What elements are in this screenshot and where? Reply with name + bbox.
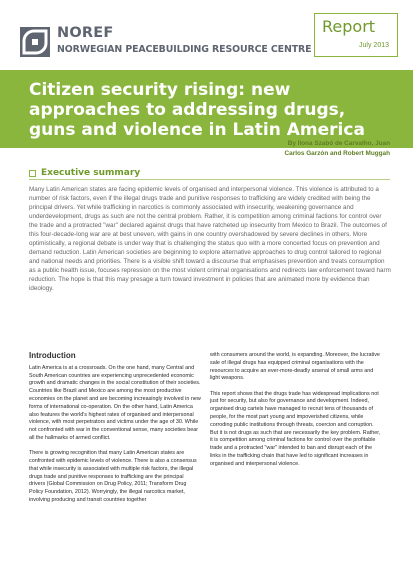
report-badge (314, 13, 398, 57)
page-title: Citizen security rising: new approaches to addressing drugs, guns and violence in Latin America (29, 80, 365, 140)
org-name: NOREF (57, 25, 114, 41)
report-date: July 2013 (359, 42, 389, 49)
report-label: Report (322, 17, 376, 36)
executive-summary-header (29, 168, 140, 178)
section-divider (29, 179, 390, 180)
intro-paragraph: This report shows that the drugs trade has widespread implications not just for security, but also for governance and development. Indeed, organised drug cartels have managed to recruit tens of thousands of people, for the most part young and impoverished citizens, while corroding public institutions through threats, coercion and corruption. But it is not drugs as such that are necessarily the key problem. Rather, it is competition among criminal factions for control over the profitable trade and a protracted "war" intended to ban and disrupt each of the links in the trafficking chain that have led to significant increases in organised and interpersonal violence. (210, 390, 381, 467)
introduction-right-column (210, 352, 382, 476)
intro-paragraph: There is growing recognition that many Latin American states are confronted with epidemic levels of violence. There is also a consensus that while insecurity is associated with multiple risk factors, the illegal drugs trade and punitive responses to trafficking are the principal drivers (Global Commission on Drug Policy, 2011; Transform Drug Policy Foundation, 2012). Worryingly, the illegal narcotics market, involving producing and transit countries together (29, 450, 197, 504)
introduction-left-column (29, 352, 201, 512)
intro-paragraph: Latin America is at a crossroads. On the one hand, many Central and South American countries are experiencing unprecedented economic growth and dramatic changes in the social constitution of their societies. Countries like Brazil and Mexico are among the most productive economies on the planet and are becoming increasingly involved in new forms of international co-operation. On the other hand, Latin America also features the world's highest rates of organised and interpersonal violence, with most perpetrators and victims under the age of 30. While not confronted with war in the conventional sense, many societies bear all the hallmarks of armed conflict. (29, 364, 201, 441)
executive-summary-text: Many Latin American states are facing epidemic levels of organised and interpersonal violence. This violence is attributed to a number of risk factors, even if the illegal drugs trade and punitive responses to trafficking are widely credited with being the principal drivers. Yet while trafficking in narcotics is commonly associated with insecurity, weakening governance and underdevelopment, drugs as such are not the central problem. Rather, it is competition among criminal factions for control over the trade and a protracted "war" declared against drugs that have ratcheted up insecurity from Mexico to Brazil. The outcomes of this four-decade-long war are at best uneven, with gains in one country overshadowed by severe declines in others. More optimistically, a regional debate is under way that is challenging the status quo with a more concerted focus on prevention and demand reduction. Latin American societies are beginning to explore alternative approaches to drug control tailored to regional and national needs and priorities. There is a visible shift toward a discourse that emphasises prevention and treats consumption as a public health issue, focuses repression on the most violent criminal organisations and redirects law enforcement toward harm reduction. The hope is that this may presage a turn toward investment in policies that are animated more by evidence than ideology. (29, 186, 391, 292)
square-bullet-icon (29, 170, 36, 177)
introduction-heading: Introduction (29, 351, 76, 360)
intro-paragraph: with consumers around the world, is expanding. Moreover, the lucrative sale of illegal drugs has equipped criminal organisations with the resources to acquire an ever-more-deadly arsenal of small arms and light weapons. (210, 352, 380, 382)
executive-summary-heading: Executive summary (41, 168, 141, 178)
authors: By Ilona Szabó de Carvalho, Juan Carlos Garzón and Robert Muggah (284, 140, 390, 157)
org-subtitle: NORWEGIAN PEACEBUILDING RESOURCE CENTRE (57, 44, 312, 55)
noref-logo-icon (20, 27, 50, 57)
